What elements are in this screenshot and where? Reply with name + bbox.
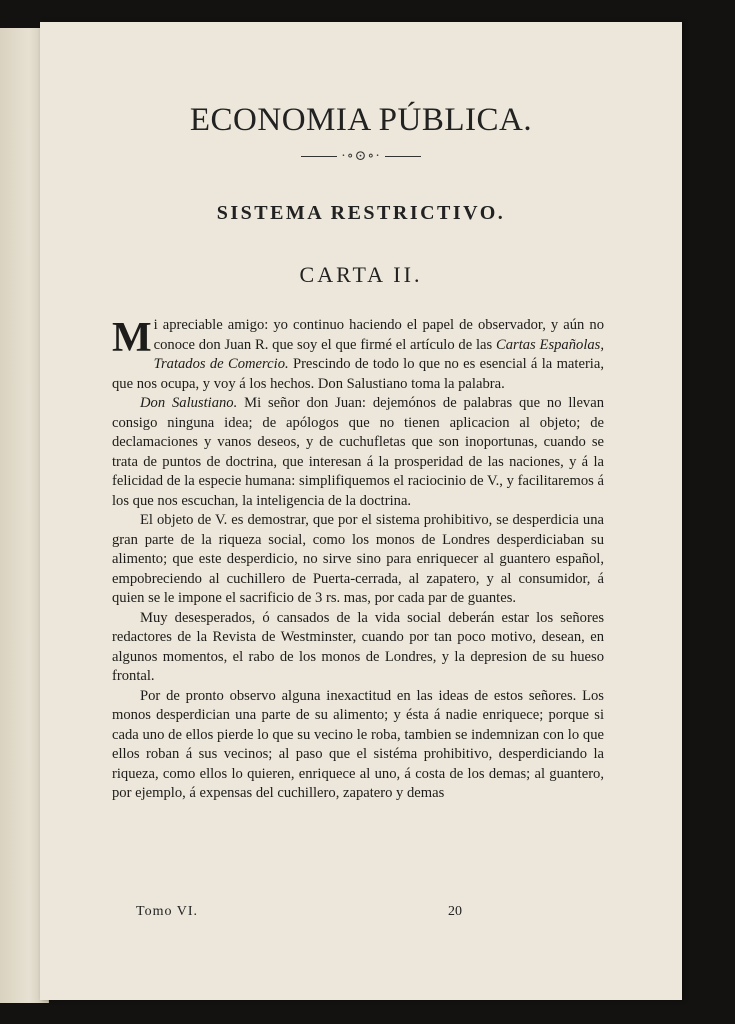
letter-heading: CARTA II. <box>299 262 423 287</box>
paragraph-1-text: i apreciable amigo: yo continuo haciendo el papel de observador, y aún no conoce don Juan R. que soy el que firmé el artículo de las <box>153 317 604 353</box>
paragraph-5: Por de pronto observo alguna inexactitud en las ideas de estos señores. Los monos desperdician una parte de su alimento; y ésta á nadie enriquece; porque si cada uno de ellos pierde lo que su vecino le roba, tambien se indemnizan con lo que ellos roban á sus vecinos; al paso que el sistéma prohibitivo, desperdiciando la riqueza, como ellos lo quieren, enriquece al uno, á costa de los demas; al guantero, por ejemplo, á expensas del cuchillero, zapatero y demas <box>112 687 604 801</box>
paragraph-4: Muy desesperados, ó cansados de la vida social deberán estar los señores redactores de la Revista de Westminster, cuando por tan poco motivo, desean, en algunos momentos, el rabo de los monos de Londres, y la depresion de su hueso frontal. <box>112 609 604 684</box>
signature-mark: 20 <box>448 904 462 919</box>
title-ornament <box>40 148 682 165</box>
ornament-rule-right <box>385 156 421 157</box>
body-text <box>112 316 604 804</box>
paragraph-2 <box>112 394 604 511</box>
drop-cap: M <box>112 315 152 361</box>
paragraph-1-italic: Cartas Españolas, Tratados de Comercio. <box>153 336 604 372</box>
paragraph-3: El objeto de V. es demostrar, que por el sistema prohibitivo, se desperdicia una gran parte de la riqueza social, como los monos de Londres desperdiciaban su alimento; que este desperdicio, no sirve sino para enriquecer al guantero español, empobreciendo al cuchillero de Puerta-cerrada, al zapatero, y al consumidor, á quien se le impone el sacrificio de 3 rs. mas, por cada par de guantes. <box>112 512 604 606</box>
paragraph-1-rest: Prescindo de todo lo que no es esencial á la materia, que nos ocupa, y voy á los hechos. Don Salustiano toma la palabra. <box>112 356 604 392</box>
speaker-name: Don Salustiano. <box>140 395 238 411</box>
volume-label: Tomo VI. <box>136 904 198 919</box>
book-page <box>40 22 682 1000</box>
paragraph-1 <box>112 316 604 394</box>
ornament-glyph: ·∘⊙∘· <box>341 149 381 164</box>
section-subtitle: SISTEMA RESTRICTIVO. <box>216 202 506 224</box>
paragraph-2-text: Mi señor don Juan: dejemónos de palabras que no llevan consigo ninguna idea; de apólogos que no tienen aplicacion al objeto; de declamaciones y vanos deseos, y de cuchufletas que son inoportunas, cuando se trata de puntos de doctrina, que interesan á la prosperidad de las naciones, y á la felicidad de la especie humana: simplifiquemos el raciocinio de V., y facilitaremos á los que nos escuchan, la inteligencia de la doctrina. <box>112 395 605 509</box>
page-title: ECONOMIA PÚBLICA. <box>189 102 533 138</box>
ornament-rule-left <box>301 156 337 157</box>
